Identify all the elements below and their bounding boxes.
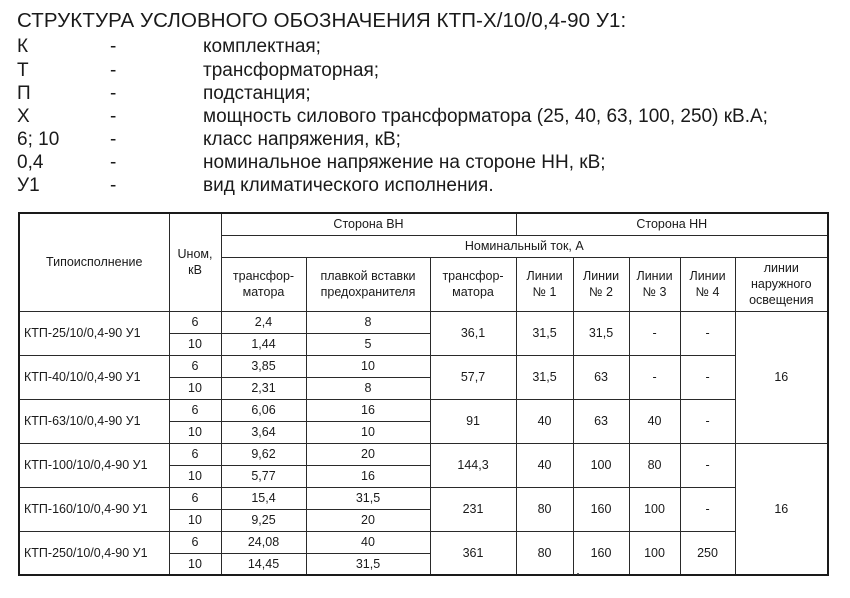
spec-table <box>18 212 829 576</box>
i-tr-cell: 15,4 <box>221 487 306 509</box>
line2-cell: 100 <box>573 443 629 487</box>
legend-dash: - <box>110 175 117 196</box>
line4-cell: - <box>680 487 735 531</box>
type-cell: КТП-160/10/0,4-90 У1 <box>19 487 169 531</box>
i-fuse-cell: 8 <box>306 311 430 333</box>
header-line4: Линии № 4 <box>680 257 735 311</box>
i-tr-cell: 6,06 <box>221 399 306 421</box>
i-tr-cell: 9,62 <box>221 443 306 465</box>
table-row <box>19 355 828 377</box>
i-tr-cell: 5,77 <box>221 465 306 487</box>
type-cell: КТП-63/10/0,4-90 У1 <box>19 399 169 443</box>
line1-cell: 80 <box>516 531 573 575</box>
header-transformer-lv: трансфор-матора <box>430 257 516 311</box>
i-tr-cell: 9,25 <box>221 509 306 531</box>
legend-desc: класс напряжения, кВ; <box>203 129 401 150</box>
i-fuse-cell: 16 <box>306 465 430 487</box>
legend-dash: - <box>110 60 117 81</box>
u-cell: 10 <box>169 421 221 443</box>
line4-cell: 250 <box>680 531 735 575</box>
table-row <box>19 531 828 553</box>
legend-code: 6; 10 <box>17 129 60 150</box>
line3-cell: 40 <box>629 399 680 443</box>
header-side-lv: Сторона НН <box>516 213 828 235</box>
table-row <box>19 487 828 509</box>
i-tr-cell: 24,08 <box>221 531 306 553</box>
header-line3: Линии № 3 <box>629 257 680 311</box>
legend-code: У1 <box>17 175 40 196</box>
i-fuse-cell: 20 <box>306 509 430 531</box>
type-cell: КТП-250/10/0,4-90 У1 <box>19 531 169 575</box>
legend-code: Т <box>17 60 29 81</box>
i-tr-cell: 3,64 <box>221 421 306 443</box>
line2-cell: 160 <box>573 531 629 575</box>
legend-dash: - <box>110 36 117 57</box>
i-fuse-cell: 8 <box>306 377 430 399</box>
line1-cell: 40 <box>516 399 573 443</box>
legend-desc: трансформаторная; <box>203 60 380 81</box>
u-cell: 10 <box>169 509 221 531</box>
line4-cell: - <box>680 355 735 399</box>
line3-cell: 80 <box>629 443 680 487</box>
legend-code: П <box>17 83 31 104</box>
line1-cell: 40 <box>516 443 573 487</box>
legend-dash: - <box>110 106 117 127</box>
u-cell: 6 <box>169 531 221 553</box>
line2-cell: 63 <box>573 355 629 399</box>
line2-cell: 160 <box>573 487 629 531</box>
type-cell: КТП-100/10/0,4-90 У1 <box>19 443 169 487</box>
type-cell: КТП-25/10/0,4-90 У1 <box>19 311 169 355</box>
i-lv-cell: 36,1 <box>430 311 516 355</box>
speck-dot <box>577 573 579 575</box>
line3-cell: 100 <box>629 487 680 531</box>
legend-dash: - <box>110 83 117 104</box>
i-fuse-cell: 40 <box>306 531 430 553</box>
line4-cell: - <box>680 443 735 487</box>
line3-cell: 100 <box>629 531 680 575</box>
header-side-hv: Сторона ВН <box>221 213 516 235</box>
table-row <box>19 311 828 333</box>
i-tr-cell: 2,31 <box>221 377 306 399</box>
i-lv-cell: 57,7 <box>430 355 516 399</box>
u-cell: 6 <box>169 443 221 465</box>
header-nominal-current: Номинальный ток, А <box>221 235 828 257</box>
outdoor-cell: 16 <box>735 443 828 575</box>
u-cell: 10 <box>169 465 221 487</box>
u-cell: 10 <box>169 553 221 575</box>
line1-cell: 31,5 <box>516 311 573 355</box>
line2-cell: 31,5 <box>573 311 629 355</box>
page-title: СТРУКТУРА УСЛОВНОГО ОБОЗНАЧЕНИЯ КТП-Х/10/0,4-90 У1: <box>17 9 627 32</box>
line4-cell: - <box>680 399 735 443</box>
header-line2: Линии № 2 <box>573 257 629 311</box>
outdoor-cell: 16 <box>735 311 828 443</box>
header-fuse: плавкой вставки предохранителя <box>306 257 430 311</box>
legend-dash: - <box>110 129 117 150</box>
i-fuse-cell: 31,5 <box>306 487 430 509</box>
i-fuse-cell: 10 <box>306 421 430 443</box>
i-tr-cell: 3,85 <box>221 355 306 377</box>
line4-cell: - <box>680 311 735 355</box>
u-cell: 10 <box>169 377 221 399</box>
i-tr-cell: 2,4 <box>221 311 306 333</box>
i-fuse-cell: 20 <box>306 443 430 465</box>
u-cell: 6 <box>169 487 221 509</box>
header-row <box>19 213 828 235</box>
legend-code: Х <box>17 106 30 127</box>
legend-dash: - <box>110 152 117 173</box>
legend-desc: вид климатического исполнения. <box>203 175 494 196</box>
i-lv-cell: 231 <box>430 487 516 531</box>
line1-cell: 80 <box>516 487 573 531</box>
line2-cell: 63 <box>573 399 629 443</box>
table-row <box>19 399 828 421</box>
header-transformer-hv: трансфор-матора <box>221 257 306 311</box>
legend-desc: подстанция; <box>203 83 311 104</box>
u-cell: 6 <box>169 355 221 377</box>
header-line1: Линии № 1 <box>516 257 573 311</box>
legend-code: К <box>17 36 29 57</box>
i-fuse-cell: 10 <box>306 355 430 377</box>
i-tr-cell: 1,44 <box>221 333 306 355</box>
u-cell: 6 <box>169 311 221 333</box>
i-tr-cell: 14,45 <box>221 553 306 575</box>
legend-desc: комплектная; <box>203 36 321 57</box>
u-cell: 10 <box>169 333 221 355</box>
header-outdoor: линии наружного освещения <box>735 257 828 311</box>
line3-cell: - <box>629 355 680 399</box>
type-cell: КТП-40/10/0,4-90 У1 <box>19 355 169 399</box>
legend-desc: мощность силового трансформатора (25, 40, 63, 100, 250) кВ.А; <box>203 106 768 127</box>
header-u-nom: Uном, кВ <box>169 213 221 311</box>
u-cell: 6 <box>169 399 221 421</box>
i-lv-cell: 91 <box>430 399 516 443</box>
i-lv-cell: 361 <box>430 531 516 575</box>
line3-cell: - <box>629 311 680 355</box>
legend-code: 0,4 <box>17 152 44 173</box>
i-fuse-cell: 5 <box>306 333 430 355</box>
i-fuse-cell: 31,5 <box>306 553 430 575</box>
i-lv-cell: 144,3 <box>430 443 516 487</box>
i-fuse-cell: 16 <box>306 399 430 421</box>
header-type: Типоисполнение <box>19 213 169 311</box>
legend-desc: номинальное напряжение на стороне НН, кВ; <box>203 152 606 173</box>
table-row <box>19 443 828 465</box>
line1-cell: 31,5 <box>516 355 573 399</box>
